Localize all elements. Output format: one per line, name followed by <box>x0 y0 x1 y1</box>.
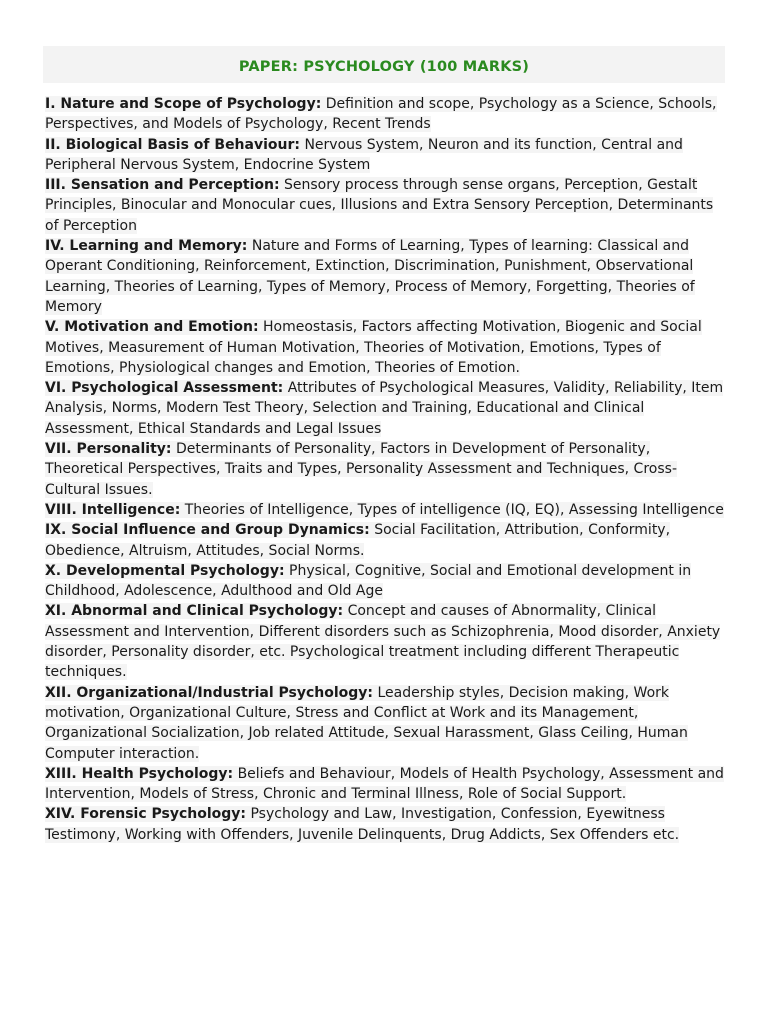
topic-content: Nervous System, Neuron and its function, Central and Peripheral Nervous System, Endocrine System <box>45 136 683 173</box>
topic-content: Beliefs and Behaviour, Models of Health Psychology, Assessment and Intervention, Models of Stress, Chronic and Terminal Illness, Role of Social Support. <box>45 765 724 803</box>
topic-item <box>45 439 725 500</box>
topic-item <box>45 317 725 378</box>
topic-content: Social Facilitation, Attribution, Conformity, Obedience, Altruism, Attitudes, Social Norms. <box>45 522 671 559</box>
topic-heading: XI. Abnormal and Clinical Psychology: <box>45 603 344 620</box>
topic-text <box>45 441 677 498</box>
topic-content: Attributes of Psychological Measures, Validity, Reliability, Item Analysis, Norms, Modern Test Theory, Selection and Training, Educational and Clinical Assessment, Ethical Standards and Legal Issues <box>45 380 724 437</box>
topic-heading: VIII. Intelligence: <box>45 501 181 518</box>
topic-text <box>45 806 679 842</box>
topic-heading: XII. Organizational/Industrial Psychology: <box>45 684 374 701</box>
topic-item <box>45 764 725 805</box>
topic-text <box>45 319 702 376</box>
topic-item <box>45 236 725 317</box>
topic-heading: XIV. Forensic Psychology: <box>45 806 247 823</box>
topic-item <box>45 175 725 236</box>
topic-content: Sensory process through sense organs, Perception, Gestalt Principles, Binocular and Monocular cues, Illusions and Extra Sensory Perception, Determinants of Perception <box>45 177 714 234</box>
topic-content: Concept and causes of Abnormality, Clinical Assessment and Intervention, Different disorders such as Schizophrenia, Mood disorder, Anxiety disorder, Personality disorder, etc. Psychological treatment including different Therapeutic techniques. <box>45 603 721 681</box>
topic-text <box>45 177 713 234</box>
topic-item <box>45 378 725 439</box>
topic-text <box>45 522 670 558</box>
topic-heading: III. Sensation and Perception: <box>45 177 280 194</box>
topic-content: Determinants of Personality, Factors in Development of Personality, Theoretical Perspectives, Traits and Types, Personality Assessment and Techniques, Cross-Cultural Issues. <box>45 441 677 498</box>
topic-heading: XIII. Health Psychology: <box>45 765 234 782</box>
topic-heading: IX. Social Influence and Group Dynamics: <box>45 522 370 539</box>
title-bar <box>43 46 725 83</box>
topic-text <box>45 380 723 437</box>
topic-item <box>45 561 725 602</box>
topic-text <box>45 502 724 518</box>
topic-content: Definition and scope, Psychology as a Science, Schools, Perspectives, and Models of Psychology, Recent Trends <box>45 96 717 133</box>
topic-item <box>45 520 725 561</box>
topic-heading: V. Motivation and Emotion: <box>45 319 259 336</box>
topic-heading: VI. Psychological Assessment: <box>45 380 284 397</box>
topic-text <box>45 603 720 680</box>
topic-text <box>45 137 683 173</box>
topic-text <box>45 238 695 315</box>
topic-item <box>45 94 725 135</box>
topic-heading: X. Developmental Psychology: <box>45 562 285 579</box>
topic-heading: I. Nature and Scope of Psychology: <box>45 96 322 112</box>
topic-content: Physical, Cognitive, Social and Emotional development in Childhood, Adolescence, Adulthood and Old Age <box>45 562 692 600</box>
topic-item <box>45 683 725 764</box>
topic-content: Theories of Intelligence, Types of intelligence (IQ, EQ), Assessing Intelligence <box>184 501 724 518</box>
topic-item <box>45 135 725 176</box>
syllabus-page <box>43 46 725 845</box>
topic-text <box>45 685 688 762</box>
topic-heading: IV. Learning and Memory: <box>45 238 248 255</box>
topic-heading: II. Biological Basis of Behaviour: <box>45 136 300 153</box>
page-title: PAPER: PSYCHOLOGY (100 MARKS) <box>238 58 530 75</box>
topic-item <box>45 500 725 520</box>
topic-text <box>45 96 717 132</box>
topic-heading: VII. Personality: <box>45 441 172 458</box>
topic-item <box>45 804 725 845</box>
topic-list <box>43 94 725 845</box>
topic-text <box>45 766 724 802</box>
topic-content: Psychology and Law, Investigation, Confession, Eyewitness Testimony, Working with Offenders, Juvenile Delinquents, Drug Addicts, Sex Offenders etc. <box>45 806 680 843</box>
topic-content: Homeostasis, Factors affecting Motivation, Biogenic and Social Motives, Measurement of Human Motivation, Theories of Motivation, Emotions, Types of Emotions, Physiological changes and Emotion, Theories of Emotion. <box>45 319 702 376</box>
topic-item <box>45 601 725 682</box>
topic-content: Nature and Forms of Learning, Types of learning: Classical and Operant Conditioning, Reinforcement, Extinction, Discrimination, Punishment, Observational Learning, Theories of Learning, Types of Memory, Process of Memory, Forgetting, Theories of Memory <box>45 238 695 315</box>
topic-text <box>45 563 691 599</box>
topic-content: Leadership styles, Decision making, Work motivation, Organizational Culture, Stress and Conflict at Work and its Management, Organizational Socialization, Job related Attitude, Sexual Harassment, Glass Ceiling, Human Computer interaction. <box>45 684 688 762</box>
